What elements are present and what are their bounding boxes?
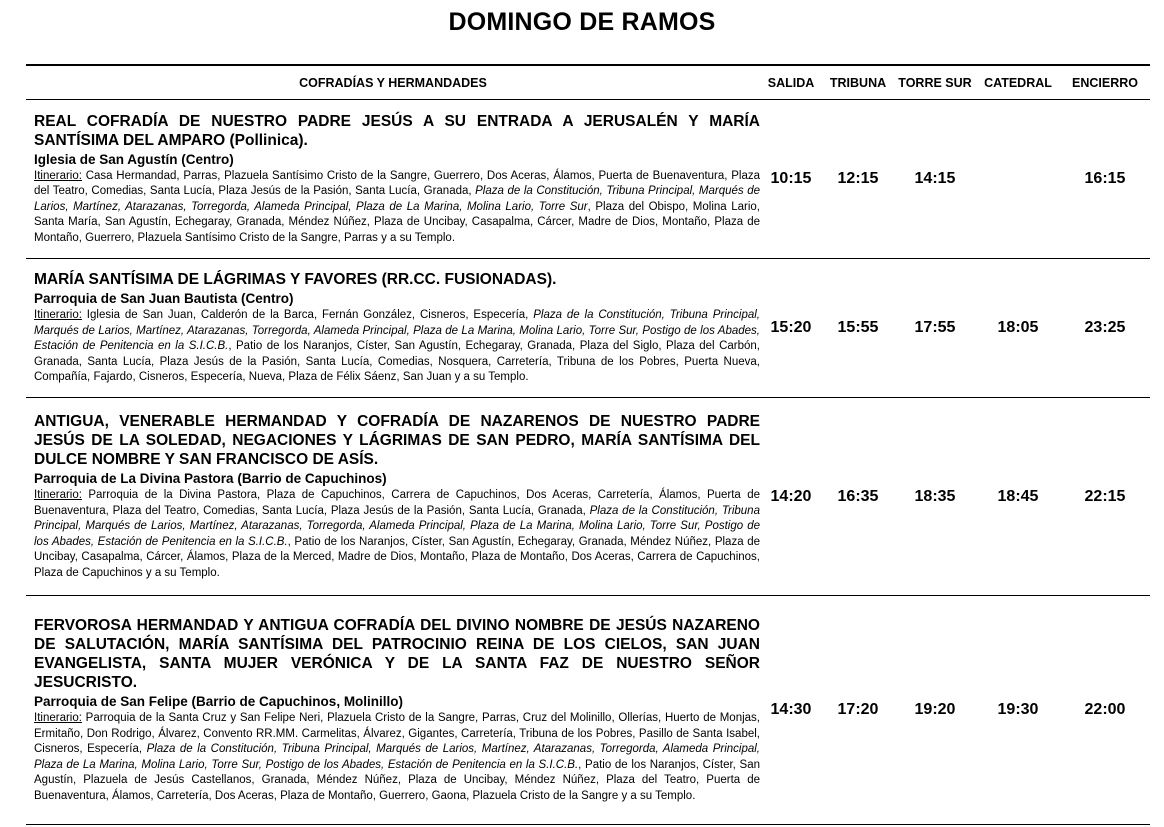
time-encierro: 22:15 — [1084, 487, 1126, 505]
itinerary-segment: Parroquia de la Santa Cruz y San Felipe Neri, Plazuela Cristo de la Sangre, Parras, Cruz del Molinillo, Ollerías, Huerto de Monjas, Ermitaño, Don Rodrigo, Álvarez, Convento RR.MM. Carmelitas, Álvarez, Gigantes, Carretería, Tribuna de los Pobres, Pasillo de Santa Isabel, Cisneros, Especería, — [34, 712, 760, 755]
church-name: Parroquia de La Divina Pastora (Barrio de Capuchinos) — [34, 471, 387, 486]
itinerary-label: Itinerario: — [34, 489, 82, 501]
time-catedral: 18:45 — [997, 487, 1039, 505]
header-catedral: CATEDRAL — [984, 75, 1052, 90]
time-salida: 10:15 — [770, 170, 812, 187]
header-brotherhoods: COFRADÍAS Y HERMANDADES — [299, 75, 487, 90]
time-catedral: 19:30 — [997, 701, 1039, 718]
church-name: Iglesia de San Agustín (Centro) — [34, 151, 234, 167]
brotherhood-cell — [26, 266, 760, 390]
church-name: Parroquia de San Juan Bautista (Centro) — [34, 291, 294, 307]
table-row — [26, 596, 1150, 825]
itinerary-official-route: Plaza de la Constitución, Tribuna Principal, Marqués de Larios, Martínez, Atarazanas, Torregorda, Alameda Principal, Plaza de La Marina, Molina Lario, Torre Sur — [34, 185, 761, 213]
time-torre-sur: 18:35 — [914, 487, 956, 505]
time-tribuna: 17:20 — [837, 701, 879, 718]
brotherhood-name: FERVOROSA HERMANDAD Y ANTIGUA COFRADÍA DEL DIVINO NOMBRE DE JESÚS NAZARENO DE SALUTACIÓN, MARÍA SANTÍSIMA DEL PATROCINIO REINA DE LOS CIELOS, SAN JUAN EVANGELISTA, SANTA MUJER VERÓNICA Y DE LA SANTA FAZ DE NUESTRO SEÑOR JESUCRISTO. — [34, 617, 760, 691]
itinerary-segment: Iglesia de San Juan, Calderón de la Barca, Fernán González, Cisneros, Especería, — [81, 309, 534, 322]
itinerary-segment: , Patio de los Naranjos, Císter, San Agustín, Plazuela de Jesús Castellanos, Granada, Méndez Núñez, Plaza de Uncibay, Méndez Núñez, Plaza del Teatro, Puerta de Buenaventura, Álamos, Carretería, Dos Aceras, Plaza de Montaño, Guerrero, Gaona, Plazuela Cristo de la Sangre y a su Templo. — [34, 758, 760, 802]
time-encierro: 22:00 — [1084, 701, 1126, 718]
brotherhood-cell — [26, 408, 760, 585]
header-torre-sur: TORRE SUR — [898, 75, 972, 90]
itinerary-official-route: Plaza de la Constitución, Tribuna Principal, Marqués de Larios, Martínez, Atarazanas, Torregorda, Alameda Principal, Plaza de La Marina, Molina Lario, Torre Sur, Postigo de los Abades, Estación de Penitencia en la S.I.C.B. — [34, 743, 761, 771]
time-salida: 14:20 — [770, 487, 812, 505]
header-encierro: ENCIERRO — [1072, 75, 1138, 90]
itinerary-label: Itinerario: — [34, 712, 82, 724]
itinerary-label: Itinerario: — [34, 169, 82, 182]
itinerary-text — [34, 169, 760, 247]
time-torre-sur: 14:15 — [914, 170, 956, 187]
itinerary-segment: Casa Hermandad, Parras, Plazuela Santísimo Cristo de la Sangre, Guerrero, Dos Aceras, Álamos, Puerta de Buenaventura, Plaza del Teatro, Comedias, Santa Lucía, Plaza Jesús de la Pasión, Santa Lucía, Granada, — [34, 169, 760, 198]
itinerary-official-route: Plaza de la Constitución, Tribuna Principal, Marqués de Larios, Martínez, Atarazanas, Torregorda, Alameda Principal, Plaza de La Marina, Molina Lario, Torre Sur, Postigo de los Abades, Estación de Penitencia en la S.I.C.B. — [34, 309, 760, 353]
itinerary-official-route: Plaza de la Constitución, Tribuna Principal, Marqués de Larios, Martínez, Atarazanas, Torregorda, Alameda Principal, Plaza de La Marina, Molina Lario, Torre Sur, Postigo de los Abades, Estación de Penitencia en la S.I.C.B. — [34, 504, 760, 548]
itinerary-label: Itinerario: — [34, 309, 82, 322]
brotherhood-cell — [26, 612, 760, 808]
itinerary-segment: , Patio de los Naranjos, Císter, San Agustín, Echegaray, Granada, Plaza del Siglo, Plaza del Carbón, Granada, Santa Lucía, Plaza Jesús de la Pasión, Santa Lucía, Comedias, Nosquera, Carretería, Tribuna de los Pobres, Puerta Nueva, Compañía, Fajardo, Cisneros, Especería, Nueva, Plaza de Félix Sáenz, San Juan y a su Templo. — [34, 340, 760, 384]
itinerary-segment: , Patio de los Naranjos, Císter, San Agustín, Echegaray, Granada, Méndez Núñez, Plaza de Uncibay, Casapalma, Cárcer, Álamos, Plaza de la Merced, Madre de Dios, Montaño, Plaza de Montaño, Dos Aceras, Carrera de Capuchinos, Plaza de Capuchinos y a su Templo. — [34, 535, 760, 579]
brotherhood-name: MARÍA SANTÍSIMA DE LÁGRIMAS Y FAVORES (RR.CC. FUSIONADAS). — [34, 271, 557, 289]
schedule-table — [26, 64, 1150, 825]
church-name: Parroquia de San Felipe (Barrio de Capuchinos, Molinillo) — [34, 694, 404, 709]
table-row — [26, 259, 1150, 398]
header-tribuna: TRIBUNA — [829, 75, 887, 90]
time-tribuna: 15:55 — [837, 319, 879, 336]
brotherhood-name: REAL COFRADÍA DE NUESTRO PADRE JESÚS A SU ENTRADA A JERUSALÉN Y MARÍA SANTÍSIMA DEL AMPARO (Pollinica). — [34, 112, 760, 149]
header-salida: SALIDA — [767, 75, 815, 90]
time-encierro: 23:25 — [1084, 319, 1126, 336]
page-title: DOMINGO DE RAMOS — [448, 8, 716, 36]
itinerary-text — [34, 488, 760, 581]
time-encierro: 16:15 — [1084, 170, 1126, 187]
itinerary-text — [34, 711, 760, 804]
itinerary-segment: , Plaza del Obispo, Molina Lario, Santa María, San Agustín, Echegaray, Granada, Méndez Núñez, Plaza de Uncibay, Casapalma, Cárcer, Madre de Dios, Montaño, Plaza de Montaño, Guerrero, Plazuela Santísimo Cristo de la Sangre, Parras y a su Templo. — [34, 200, 760, 244]
time-tribuna: 12:15 — [837, 170, 879, 187]
table-header — [26, 66, 1150, 100]
itinerary-segment: Parroquia de la Divina Pastora, Plaza de Capuchinos, Carrera de Capuchinos, Dos Aceras, Carretería, Álamos, Puerta de Buenaventura, Plaza del Teatro, Comedias, Santa Lucía, Plaza Jesús de la Pasión, Santa Lucía, Granada, — [34, 489, 760, 517]
time-salida: 14:30 — [770, 701, 812, 718]
brotherhood-cell — [26, 108, 760, 251]
table-row — [26, 398, 1150, 596]
time-catedral: 18:05 — [997, 319, 1039, 336]
itinerary-text — [34, 308, 760, 386]
brotherhood-name: ANTIGUA, VENERABLE HERMANDAD Y COFRADÍA DE NAZARENOS DE NUESTRO PADRE JESÚS DE LA SOLEDAD, NEGACIONES Y LÁGRIMAS DE SAN PEDRO, MARÍA SANTÍSIMA DEL DULCE NOMBRE Y SAN FRANCISCO DE ASÍS. — [34, 413, 760, 468]
time-salida: 15:20 — [770, 319, 812, 336]
table-row — [26, 100, 1150, 259]
time-tribuna: 16:35 — [837, 487, 879, 505]
time-torre-sur: 19:20 — [914, 701, 956, 718]
time-torre-sur: 17:55 — [914, 319, 956, 336]
